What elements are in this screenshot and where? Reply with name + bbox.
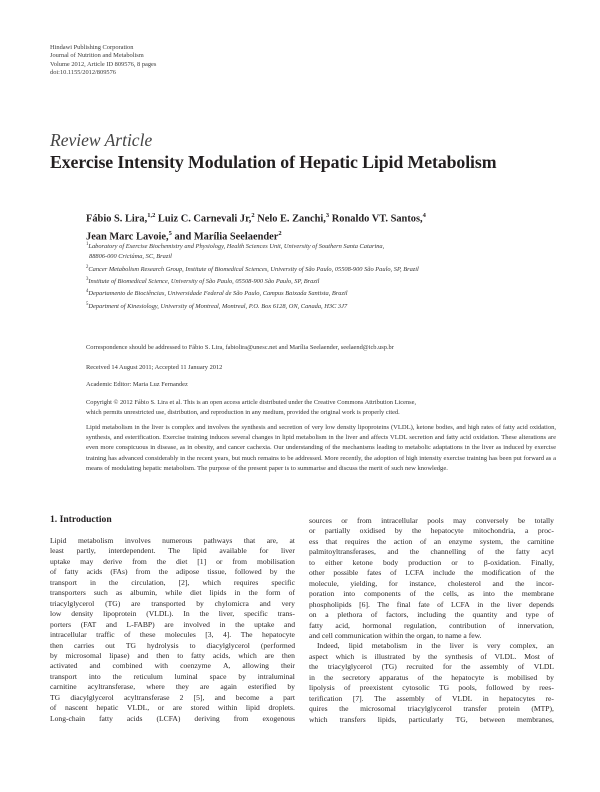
- text-line: intracellular traffic of these molecules [3, 4]. The hepatocyte: [50, 630, 295, 640]
- text-line: TG diacylglycerol acyltransferase 2 [5], and become a part: [50, 692, 295, 702]
- affiliation-number: 2: [86, 264, 89, 270]
- text-line: porters (FAT and L-FABP) are involved in the uptake and: [50, 619, 295, 629]
- text-line: molecule, yielding, for instance, cholesterol and the incor-: [309, 578, 554, 588]
- author-affiliation-marker: 5: [168, 230, 172, 238]
- text-line: Lipid metabolism involves numerous pathways that are, at: [50, 536, 295, 545]
- publication-info: [50, 44, 156, 77]
- affiliation-number: 5: [86, 301, 89, 307]
- text-line: or partially oxidised by the hepatocyte mitochondria, a proc-: [309, 526, 554, 536]
- body-column-left: [50, 514, 295, 724]
- article-type: Review Article: [50, 130, 153, 150]
- volume-info: Volume 2012, Article ID 809576, 8 pages: [50, 60, 157, 68]
- text-line: on a plethora of factors, including the quantity and type of: [309, 610, 554, 620]
- text-line: lipolysis of preexistent cytosolic TG pools, followed by rees-: [309, 683, 554, 693]
- text-line: low density lipoprotein (VLDL). In the liver, specific trans-: [50, 609, 295, 619]
- text-line: transporters such as albumin, while diet lipids in the form of: [50, 588, 295, 598]
- text-line: the triacylglycerol (TG) recruited for the assembly of VLDL: [309, 662, 554, 672]
- text-line: uptake may derive from the diet [1] or from mobilisation: [50, 556, 295, 566]
- publisher: Hindawi Publishing Corporation: [50, 44, 134, 51]
- affiliation: [86, 263, 419, 275]
- received-accepted-dates: Received 14 August 2011; Accepted 11 January 2012: [86, 364, 223, 371]
- text-line: which transfers lipids, particularly TG, between membranes,: [309, 714, 554, 724]
- author-affiliation-marker: 2: [278, 230, 282, 238]
- affiliation-text: Departamento de Biociências, Universidade Federal de São Paulo, Campus Baixada Santista, Brazil: [88, 290, 348, 298]
- section-heading: 1. Introduction: [50, 514, 112, 525]
- abstract: Lipid metabolism in the liver is complex and involves the synthesis and secretion of very low density lipoproteins (VLDL), ketone bodies, and high rates of fatty acid oxidation, synthesis, and esterification. Exercise training induces several changes in lipid metabolism in the liver and affects VLDL secretion and fatty acid oxidation. These alterations are even more conspicuous in disease, as in obesity, and cancer cachexia. Our understanding of the mechanisms leading to metabolic adaptations in the liver as induced by exercise training has advanced considerably in the recent years, but much remains to be addressed. More recently, the adoption of high intensity exercise training has been put forward as a means of modulating hepatic metabolism. The purpose of the present paper is to summarise and discuss the merit of such new knowledge.: [86, 424, 556, 472]
- text-line: phospholipids [6]. The final fate of LCFA in the liver depends: [309, 599, 554, 609]
- text-line: fatty acid, hormonal regulation, contribution of innervation,: [309, 620, 554, 630]
- text-line: aspect which is illustrated by the synthesis of VLDL. Most of: [309, 651, 554, 661]
- text-line: by microsomal lipase) and then to fatty acids, which are then: [50, 650, 295, 660]
- text-line: of nascent hepatic VLDL, or are stored within lipid droplets.: [50, 703, 295, 713]
- affiliation: [86, 275, 419, 287]
- text-line: sources or from intracellular pools may conversely be totally: [309, 516, 554, 525]
- text-line: transport in the circulation, [2], which requires specific: [50, 577, 295, 587]
- author-affiliation-marker: 1,2: [147, 212, 156, 219]
- affiliation-number: 1: [86, 242, 89, 247]
- text-line: poration into components of the cells, as into the membrane: [309, 589, 554, 599]
- text-line: and cell communication within the organ, to name a few.: [309, 630, 482, 640]
- doi: doi:10.1155/2012/809576: [50, 68, 116, 76]
- text-line: carnitine acyltransferase, where they are again esterified by: [50, 682, 295, 692]
- text-line: least partly, interdependent. The lipid available for liver: [50, 546, 295, 556]
- text-line: ess that requires the action of an enzyme system, the carnitine: [309, 536, 554, 546]
- author-affiliation-marker: 4: [422, 212, 426, 219]
- affiliation: [86, 252, 419, 262]
- correspondence: Correspondence should be addressed to Fábio S. Lira, fabiolira@unesc.net and Marília Seelaender, seelaend@icb.usp.br: [86, 344, 394, 351]
- affiliation-text: Institute of Biomedical Science, University of São Paulo, 05508-900 São Paulo, SP, Brazil: [88, 277, 320, 285]
- affiliation-text: 88806-000 Criciúma, SC, Brazil: [89, 253, 172, 261]
- author-name: Ronaldo VT. Santos,: [329, 213, 423, 225]
- author-affiliation-marker: 2: [251, 212, 255, 219]
- author-name: and Marília Seelaender: [171, 231, 279, 243]
- author-name: Nelo E. Zanchi,: [254, 213, 326, 225]
- affiliation: [86, 287, 419, 299]
- text-line: Indeed, lipid metabolism in the liver is very complex, an: [317, 641, 554, 651]
- affiliation: [86, 300, 419, 312]
- affiliation-text: Department of Kinesiology, University of Montreal, Montreal, P.O. Box 6128, ON, Canada, H3C 3J7: [88, 302, 348, 310]
- text-line: of fatty acids (FAs) from the adipose tissue, followed by the: [50, 567, 295, 577]
- copyright-line-1: Copyright © 2012 Fábio S. Lira et al. This is an open access article distributed under the Creative Commons Attribution License,: [86, 399, 417, 406]
- text-line: transport into the reticulum luminal space by intraluminal: [50, 671, 295, 681]
- text-line: triacylglycerol (TG) are transported by chylomicra and very: [50, 598, 295, 608]
- text-line: terification [7]. The assembly of VLDL in hepatocytes re-: [309, 693, 554, 703]
- text-line: Long-chain fatty acids (LCFA) deriving from exogenous: [50, 713, 295, 723]
- author-name: Fábio S. Lira,: [86, 213, 148, 225]
- academic-editor: Academic Editor: Maria Luz Fernandez: [86, 381, 188, 388]
- text-line: then carries out TG hydrolysis to diacylglycerol (performed: [50, 640, 295, 650]
- body-column-right: [309, 516, 554, 725]
- author-name: Luiz C. Carnevali Jr,: [155, 213, 252, 225]
- affiliation-text: Laboratory of Exercise Biochemistry and Physiology, Health Sciences Unit, University of Southern Santa Catarina,: [88, 243, 385, 251]
- affiliation-number: 4: [86, 289, 89, 295]
- affiliations: [86, 240, 419, 312]
- text-line: in the secretory apparatus of the hepatocyte is mobilised by: [309, 672, 554, 682]
- text-line: palmitoyltransferases, and the channelling of the fatty acyl: [309, 547, 554, 557]
- affiliation: [86, 240, 419, 252]
- journal-name: Journal of Nutrition and Metabolism: [50, 52, 144, 60]
- text-line: activated and combined with coenzyme A, allowing their: [50, 661, 295, 671]
- copyright-line-2: which permits unrestricted use, distribution, and reproduction in any medium, provided the original work is properly cited.: [86, 408, 400, 416]
- author-affiliation-marker: 3: [325, 212, 330, 219]
- text-line: to either ketone body production or to β-oxidation. Finally,: [309, 557, 554, 567]
- text-line: quires the microsomal triacylglycerol transfer protein (MTP),: [309, 704, 554, 714]
- text-line: other possible fates of LCFA include the modification of the: [309, 568, 554, 578]
- author-name: Jean Marc Lavoie,: [86, 231, 169, 243]
- affiliation-text: Cancer Metabolism Research Group, Institute of Biomedical Sciences, University of São Paulo, 05508-900 São Paulo, SP, Brazil: [88, 265, 419, 273]
- affiliation-number: 3: [86, 276, 89, 282]
- paper-title: Exercise Intensity Modulation of Hepatic Lipid Metabolism: [50, 152, 497, 172]
- author-line-1: [86, 208, 426, 226]
